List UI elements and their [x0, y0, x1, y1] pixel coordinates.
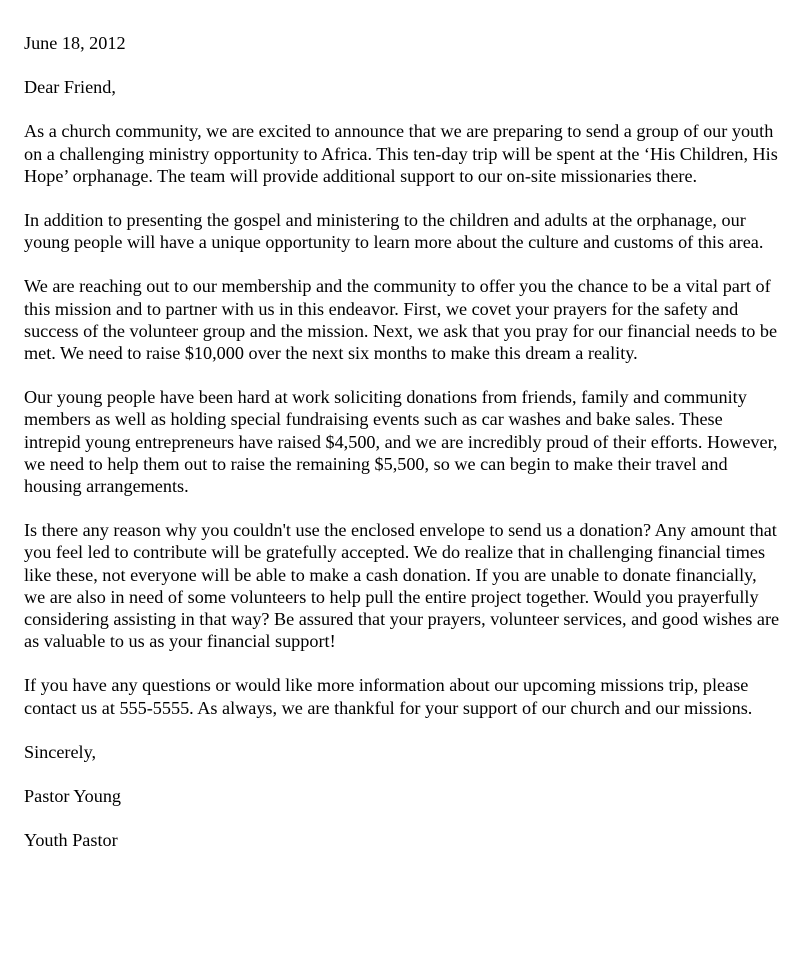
letter-date: June 18, 2012	[24, 33, 126, 53]
letter-paragraph-5: Is there any reason why you couldn't use the enclosed envelope to send us a donation? Any amount that you feel led to contribute will be gratefully accepted. We do realize that in challenging financial times like these, not everyone will be able to make a cash donation. If you are unable to donate financially, we are also in need of some volunteers to help pull the entire project together. Would you prayerfully considering assisting in that way? Be assured that your prayers, volunteer services, and good wishes are as valuable to us as your financial support!	[24, 520, 780, 652]
letter-paragraph-2: In addition to presenting the gospel and ministering to the children and adults at the orphanage, our young people will have a unique opportunity to learn more about the culture and customs of this area.	[24, 210, 764, 253]
letter-paragraph-3: We are reaching out to our membership and the community to offer you the chance to be a vital part of this mission and to partner with us in this endeavor. First, we covet your prayers for the safety and success of the volunteer group and the mission. Next, we ask that you pray for our financial needs to be met. We need to raise $10,000 over the next six months to make this dream a reality.	[24, 276, 778, 364]
letter-paragraph-4: Our young people have been hard at work soliciting donations from friends, family and community members as well as holding special fundraising events such as car washes and bake sales. These intrepid young entrepreneurs have raised $4,500, and we are incredibly proud of their efforts. However, we need to help them out to raise the remaining $5,500, so we can begin to make their travel and housing arrangements.	[24, 387, 778, 497]
letter-body	[24, 32, 780, 851]
letter-signature: Pastor Young	[24, 786, 122, 807]
letter-salutation: Dear Friend,	[24, 77, 116, 98]
letter-paragraph-1: As a church community, we are excited to announce that we are preparing to send a group of our youth on a challenging ministry opportunity to Africa. This ten-day trip will be spent at the ‘His Children, His Hope’ orphanage. The team will provide additional support to our on-site missionaries there.	[24, 121, 778, 186]
letter-closing: Sincerely,	[24, 741, 97, 762]
letter-signer-title: Youth Pastor	[24, 830, 118, 851]
letter-paragraph-6: If you have any questions or would like more information about our upcoming missions trip, please contact us at 555-5555. As always, we are thankful for your support of our church and our missions.	[24, 675, 753, 718]
